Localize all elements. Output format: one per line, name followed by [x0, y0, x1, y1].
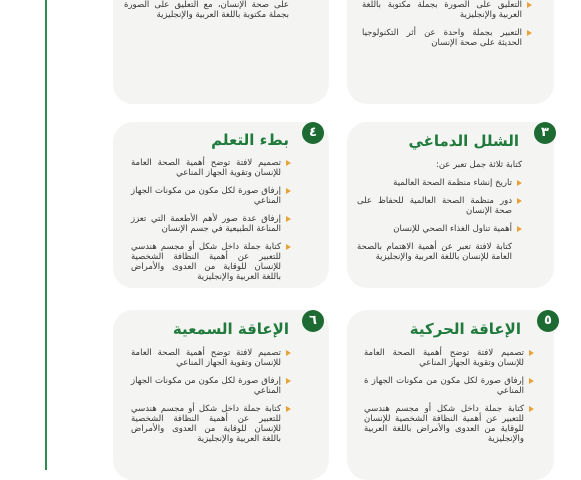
- bullet-icon: [517, 180, 522, 186]
- card-top-right: [347, 0, 554, 104]
- bullet-icon: [286, 350, 291, 356]
- list-item: [124, 0, 299, 20]
- list-item-text: أهمية تناول الغذاء الصحي للإنسان: [393, 224, 512, 234]
- list-item-text: التعليق على الصورة بجملة مكتوبة باللغة العربية والإنجليزية: [362, 0, 522, 20]
- list-item: [131, 186, 291, 206]
- list-item: [131, 214, 291, 234]
- list-item-text: إرفاق صورة لكل مكون من مكونات الجهاز المناعي: [131, 186, 281, 206]
- bullet-icon: [286, 244, 291, 250]
- list-item: [131, 404, 291, 444]
- list-item: [131, 242, 291, 282]
- card-body: [357, 160, 522, 270]
- list-item: [364, 348, 534, 368]
- number-badge: ٦: [302, 310, 324, 332]
- card-title: الشلل الدماغي: [408, 132, 519, 150]
- card-items-list: [364, 348, 534, 452]
- bullet-icon: [529, 406, 534, 412]
- card-title: الإعاقة السمعية: [172, 320, 289, 338]
- list-item-text: تصميم لافتة توضح أهمية الصحة العامة للإنسان وتقوية الجهاز المناعي: [131, 158, 281, 178]
- list-item: [131, 158, 291, 178]
- list-item-text: إرفاق عدة صور لأهم الأطعمة التي تعزز المناعة الطبيعية في جسم الإنسان: [131, 214, 281, 234]
- list-item: [357, 196, 522, 216]
- list-item: [362, 0, 532, 20]
- card-intro: كتابة ثلاثة جمل تعبر عن:: [435, 160, 522, 170]
- list-item-text: تاريخ إنشاء منظمة الصحة العالمية: [393, 178, 512, 188]
- list-item-text: إرفاق صورة لكل مكون من مكونات الجهاز ة المناعي: [364, 376, 524, 396]
- number-badge: ٣: [534, 122, 556, 144]
- list-item: [357, 224, 522, 234]
- bullet-icon: [286, 216, 291, 222]
- list-item-text: إرفاق صورة لكل مكون من مكونات الجهاز المناعي: [131, 376, 281, 396]
- card-hearing-impairment: [113, 310, 329, 480]
- list-item-text: كتابة جملة داخل شكل أو مجسم هندسي للتعبير عن أهمية النظافة الشخصية للإنسان للوقاية من العدوى والأمراض باللغة العربية والإنجليزية: [131, 404, 281, 444]
- bullet-icon: [286, 160, 291, 166]
- card-slow-learning: [113, 122, 329, 288]
- bullet-icon: [286, 188, 291, 194]
- bullet-icon: [517, 226, 522, 232]
- bullet-icon: [517, 198, 522, 204]
- card-items-list: [131, 348, 291, 452]
- list-item-text: كتابة لافتة تعبر عن أهمية الاهتمام بالصحة العامة للإنسان باللغة العربية والإنجليزية: [357, 242, 512, 262]
- list-item-text: كتابة جملة داخل شكل أو مجسم هندسي للتعبير عن أهمية النظافة الشخصية للإنسان للوقاية من العدوى والأمراض باللغة العربية والإنجليزية: [131, 242, 281, 282]
- list-item-text: التعبير بجملة واحدة عن أثر التكنولوجيا الحديثة على صحة الإنسان: [362, 28, 522, 48]
- list-item-text: على صحة الإنسان، مع التعليق على الصورة بجملة مكتوبة باللغة العربية والإنجليزية: [124, 0, 289, 20]
- page-border-line: [45, 0, 47, 470]
- bullet-icon: [527, 30, 532, 36]
- card-top-left: [113, 0, 329, 104]
- list-item: [362, 28, 532, 48]
- list-item: [364, 404, 534, 444]
- card-top-left-list: [124, 0, 299, 28]
- bullet-icon: [529, 378, 534, 384]
- list-item-text: تصميم لافتة توضح أهمية الصحة العامة للإنسان وتقوية الجهاز المناعي: [131, 348, 281, 368]
- list-item: [131, 348, 291, 368]
- list-item: [357, 178, 522, 188]
- list-item: [357, 242, 522, 262]
- number-badge: ٥: [537, 310, 559, 332]
- list-item-text: دور منظمة الصحة العالمية للحفاظ على صحة الإنسان: [357, 196, 512, 216]
- bullet-icon: [286, 378, 291, 384]
- card-items-list: [131, 158, 291, 290]
- bullet-icon: [529, 350, 534, 356]
- number-badge: ٤: [302, 122, 324, 144]
- bullet-icon: [527, 2, 532, 8]
- card-items-list: [357, 178, 522, 262]
- card-title: بطء التعلم: [211, 131, 289, 149]
- card-title: الإعاقة الحركية: [409, 320, 521, 338]
- list-item-text: تصميم لافتة توضح أهمية الصحة العامة للإنسان وتقوية الجهاز المناعي: [364, 348, 524, 368]
- card-top-right-list: [362, 0, 532, 56]
- card-cerebral-palsy: [347, 122, 554, 288]
- card-motor-disability: [347, 310, 554, 480]
- bullet-icon: [286, 406, 291, 412]
- list-item: [364, 376, 534, 396]
- list-item-text: كتابة جملة داخل شكل أو مجسم هندسي للتعبير عن أهمية النظافة الشخصية للإنسان للوقاية من العدوى والأمراض باللغة العربية والإنجليزية: [364, 404, 524, 444]
- list-item: [131, 376, 291, 396]
